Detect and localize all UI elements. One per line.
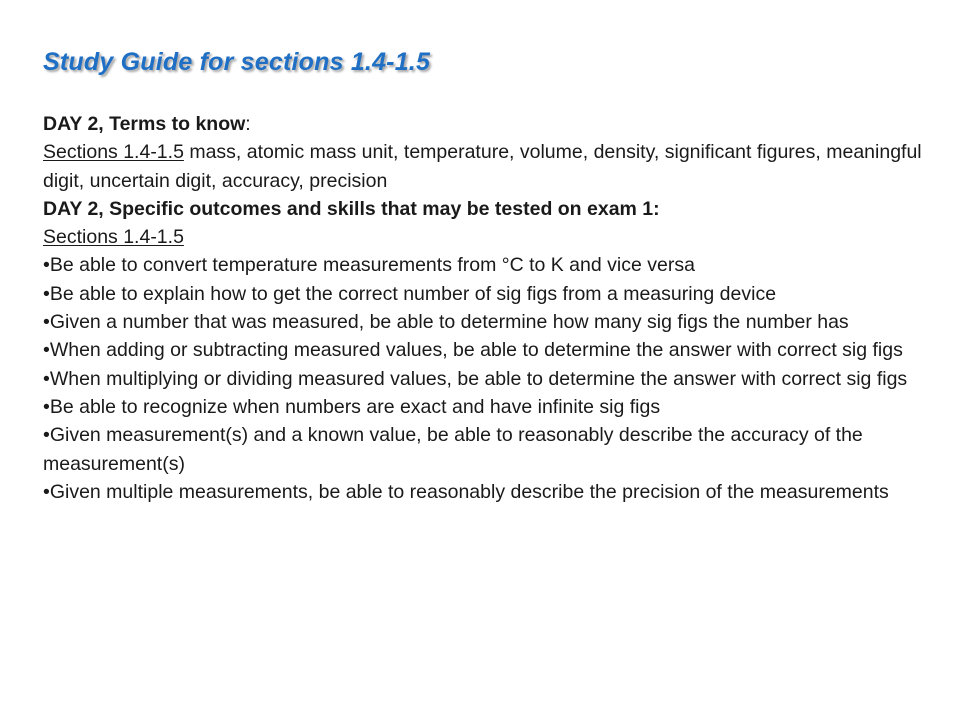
terms-heading: DAY 2, Terms to know (43, 113, 246, 135)
terms-heading-colon: : (245, 113, 251, 135)
outcomes-heading: DAY 2, Specific outcomes and skills that may be tested on exam 1: (43, 197, 660, 220)
page-title: Study Guide for sections 1.4-1.5 (43, 48, 431, 76)
terms-list-text: mass, atomic mass unit, temperature, volume, density, significant figures, meaningful digit, uncertain digit, accuracy, precision (43, 141, 922, 192)
terms-heading-line (43, 110, 923, 138)
outcome-bullet-8: •Given multiple measurements, be able to reasonably describe the precision of the measurements (43, 480, 889, 503)
outcome-bullet-4: •When adding or subtracting measured values, be able to determine the answer with correct sig figs (43, 339, 903, 362)
outcome-bullet-1: •Be able to convert temperature measurements from °C to K and vice versa (43, 254, 695, 277)
terms-paragraph (43, 138, 923, 195)
outcome-bullet-5: •When multiplying or dividing measured values, be able to determine the answer with correct sig figs (43, 367, 908, 390)
outcomes-sections-label: Sections 1.4-1.5 (43, 226, 184, 249)
slide-body (43, 110, 923, 506)
outcome-bullet-2: •Be able to explain how to get the correct number of sig figs from a measuring device (43, 282, 777, 305)
outcome-bullet-6: •Be able to recognize when numbers are exact and have infinite sig figs (43, 395, 661, 418)
terms-sections-label: Sections 1.4-1.5 (43, 141, 184, 164)
outcome-bullet-7: •Given measurement(s) and a known value, be able to reasonably describe the accuracy of the measurement(s) (43, 424, 863, 475)
outcome-bullet-3: •Given a number that was measured, be able to determine how many sig figs the number has (43, 311, 849, 334)
